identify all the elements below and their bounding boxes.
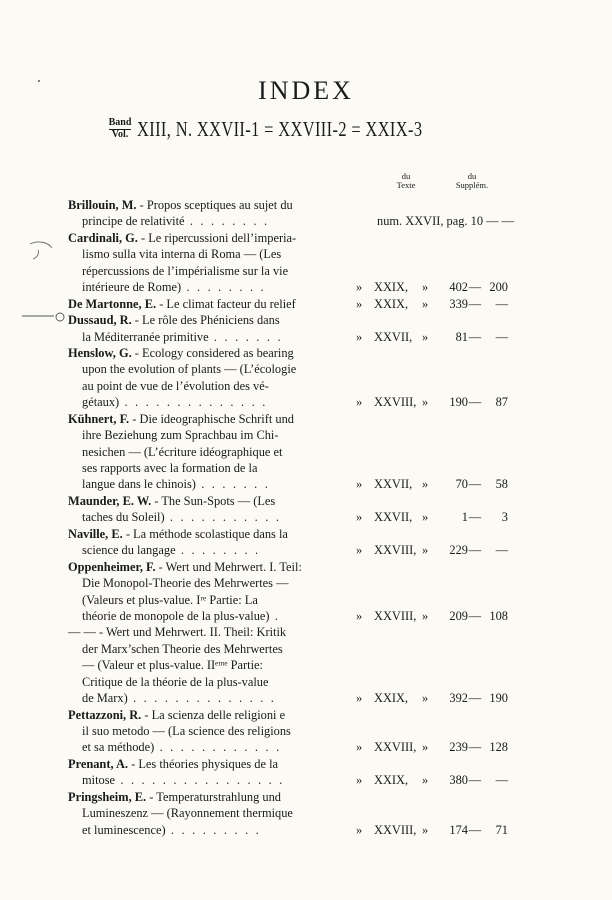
dash: — — [468, 280, 482, 295]
index-entry — [68, 296, 508, 312]
entry-text: Critique de la théorie de la plus-value — [82, 674, 269, 689]
supplement-page: 128 — [489, 740, 508, 755]
ditto-mark: » — [356, 510, 363, 525]
ditto-mark: » — [422, 773, 429, 788]
entry-text: taches du Soleil) — [82, 510, 165, 525]
index-entry — [68, 345, 508, 411]
text-page: 1 — [461, 510, 468, 525]
entry-reference — [356, 509, 508, 525]
entry-reference — [356, 329, 508, 345]
entry-text: lismo sulla vita interna di Roma — (Les — [82, 247, 282, 262]
dash: — — [468, 822, 482, 837]
leader-dots: . . . . . . . . . . . — [164, 510, 282, 525]
dash: — — [468, 510, 482, 525]
supplement-page: 87 — [495, 395, 508, 410]
ditto-mark: » — [356, 296, 363, 311]
column-header-suppl-line1: du — [467, 171, 477, 181]
entry-text: mitose — [82, 773, 116, 788]
band-vol-label — [109, 118, 132, 140]
entry-continuation-line — [68, 641, 508, 657]
entry-author: Brillouin, M. — [68, 198, 137, 212]
entry-text: répercussions de l’impérialisme sur la vie — [82, 263, 289, 278]
text-page: 81 — [455, 329, 468, 344]
ditto-mark: » — [356, 691, 363, 706]
entry-author: Pringsheim, E. — [68, 789, 147, 804]
entry-reference — [356, 279, 508, 295]
entry-author: Naville, E. — [68, 526, 123, 541]
entry-text: - Wert und Mehrwert. I. Teil: — [155, 559, 302, 574]
leader-dots: . . . . . . . . — [175, 543, 261, 558]
leader-dots: . . . . . . . . . . . . . . . . — [115, 773, 285, 788]
entry-text: intérieure de Rome) — [82, 280, 182, 295]
ditto-mark: » — [356, 543, 363, 558]
entry-text: - Le climat facteur du relief — [156, 296, 296, 311]
entry-continuation-line — [68, 361, 508, 377]
supplement-page: 200 — [489, 280, 508, 295]
entry-text: gétaux) — [82, 395, 120, 410]
entry-reference — [356, 296, 508, 312]
entry-continuation-line — [68, 329, 508, 345]
dash: — — [468, 543, 482, 558]
entry-first-line — [68, 707, 508, 723]
entry-continuation-line — [68, 723, 508, 739]
entry-continuation-line — [68, 378, 508, 394]
entry-continuation-line — [68, 657, 508, 673]
column-header-texte-line1: du — [401, 171, 411, 181]
index-entry — [68, 756, 508, 789]
supplement-page: 71 — [495, 822, 508, 837]
entry-first-line — [68, 312, 508, 328]
text-page: 190 — [449, 395, 468, 410]
entry-text: théorie de monopole de la plus-value) — [82, 608, 270, 623]
entry-continuation-line — [68, 263, 508, 279]
entry-continuation-line — [68, 592, 508, 608]
supplement-page: — — [495, 773, 508, 788]
ditto-mark: » — [356, 280, 363, 295]
ditto-mark: » — [422, 740, 429, 755]
entry-first-line — [68, 789, 508, 805]
text-page: 392 — [449, 691, 468, 706]
text-page: 339 — [449, 296, 468, 311]
entry-continuation-line — [68, 608, 508, 624]
text-page: 380 — [449, 773, 468, 788]
volume-number: XXVII, — [374, 329, 413, 344]
entry-author: Maunder, E. W. — [68, 493, 152, 508]
volume-number: XXVIII, — [374, 740, 417, 755]
dash: — — [468, 329, 482, 344]
ditto-mark: » — [422, 510, 429, 525]
volume-number: XXVII, — [374, 510, 413, 525]
entry-reference — [356, 739, 508, 755]
volume-number: XXIX, — [374, 280, 409, 295]
entry-continuation-line — [68, 394, 508, 410]
index-entry — [68, 789, 508, 838]
supplement-page: 108 — [489, 608, 508, 623]
entry-continuation-line — [68, 427, 508, 443]
text-page: 174 — [449, 822, 468, 837]
entry-text: (Valeurs et plus-value. Iʳᵉ Partie: La — [82, 592, 258, 607]
band-label: Band — [108, 117, 132, 128]
entry-text: Lumineszenz — (Rayonnement thermique — [82, 806, 293, 821]
entry-reference — [356, 772, 508, 788]
index-entry — [68, 624, 508, 706]
entry-first-line — [68, 756, 508, 772]
entry-text: - Propos sceptiques au sujet du — [136, 198, 293, 212]
volume-number: XXVIII, — [374, 543, 417, 558]
entry-text: science du langage — [82, 543, 176, 558]
ditto-mark: » — [356, 477, 363, 492]
text-page: 239 — [449, 740, 468, 755]
entry-text: et sa méthode) — [82, 740, 155, 755]
ditto-mark: » — [422, 280, 429, 295]
ditto-mark: » — [422, 543, 429, 558]
column-header-suppl-line2: Supplém. — [455, 180, 489, 190]
dash: — — [468, 773, 482, 788]
entry-author: — — - — [68, 625, 104, 640]
entry-text: - La scienza delle religioni e — [141, 707, 286, 722]
entry-text: Die Monopol-Theorie des Mehrwertes — — [82, 576, 289, 591]
volume-number: XXVII, — [374, 477, 413, 492]
volume-number: XXIX, — [374, 296, 409, 311]
text-page: 402 — [449, 280, 468, 295]
entry-text: — (Valeur et plus-value. IIᵉᵐᵉ Partie: — [82, 658, 264, 673]
entry-text: - Le rôle des Phéniciens dans — [131, 313, 280, 328]
entry-reference — [356, 542, 508, 558]
entry-continuation-line — [68, 542, 508, 558]
ditto-mark: » — [422, 822, 429, 837]
entry-continuation-line — [68, 575, 508, 591]
supplement-page: — — [495, 296, 508, 311]
entry-continuation-line — [68, 772, 508, 788]
entry-text: Wert und Mehrwert. II. Theil: Kritik — [103, 625, 287, 640]
entry-text: de Marx) — [82, 691, 128, 706]
dash: — — [468, 740, 482, 755]
entry-continuation-line — [68, 246, 508, 262]
leader-dots: . . . . . . . . . . . . . . — [127, 691, 277, 706]
entry-first-line — [68, 526, 508, 542]
ditto-mark: » — [422, 296, 429, 311]
entry-reference — [356, 608, 508, 624]
dash: — — [468, 296, 482, 311]
entry-text: - Le ripercussioni dell’imperia- — [137, 230, 297, 245]
entry-text: et luminescence) — [82, 822, 166, 837]
entry-text: ses rapports avec la formation de la — [82, 461, 258, 475]
entry-reference — [356, 690, 508, 706]
entry-text: langue dans le chinois) — [82, 477, 196, 492]
entry-text: nesichen — (L’écriture idéographique et — [82, 444, 283, 459]
dash: — — [468, 395, 482, 410]
entry-text: - Les théories physiques de la — [128, 756, 279, 771]
index-entry — [68, 197, 514, 230]
ditto-mark: » — [422, 691, 429, 706]
dash: — — [468, 691, 482, 706]
entry-author: Pettazzoni, R. — [68, 707, 142, 722]
leader-dots: . . . . . . . . — [184, 214, 270, 229]
entry-text: - Die ideographische Schrift und — [129, 411, 294, 426]
leader-dots: . . . . . . . . . . . . — [154, 740, 282, 755]
entry-text: - The Sun-Spots — (Les — [151, 493, 276, 508]
entry-first-line — [68, 493, 508, 509]
entry-reference — [356, 476, 508, 492]
entry-author: Cardinali, G. — [68, 230, 138, 245]
volume-number: XXVIII, — [374, 395, 417, 410]
ditto-mark: » — [356, 329, 363, 344]
dash: — — [468, 477, 482, 492]
leader-dots: . . . . . . . — [208, 329, 283, 344]
index-entry — [68, 707, 508, 756]
ditto-mark: » — [422, 329, 429, 344]
supplement-page: 3 — [501, 510, 508, 525]
supplement-page: 58 — [495, 477, 508, 492]
entry-first-line — [68, 230, 508, 246]
column-header-texte-line2: Texte — [396, 180, 416, 190]
entry-author: Kühnert, F. — [68, 411, 130, 426]
volume-numbers: XIII, N. XXVII-1 = XXVIII-2 = XXIX-3 — [137, 116, 423, 141]
entry-first-line — [68, 345, 508, 361]
entry-reference — [356, 394, 508, 410]
entry-continuation-line — [68, 674, 508, 690]
entry-text: - Ecology considered as bearing — [131, 345, 294, 360]
ditto-mark: » — [356, 608, 363, 623]
entry-text: upon the evolution of plants — (L’écologie — [82, 362, 297, 377]
page-title: INDEX — [258, 76, 354, 105]
entry-text: au point de vue de l’évolution des vé- — [82, 378, 269, 393]
ditto-mark: » — [422, 608, 429, 623]
index-entry — [68, 411, 508, 493]
entry-author: De Martonne, E. — [68, 296, 157, 311]
entry-continuation-line — [68, 444, 508, 460]
ditto-mark: » — [356, 773, 363, 788]
entry-first-line — [68, 624, 508, 640]
entry-text: ihre Beziehung zum Sprachbau im Chi- — [82, 428, 279, 443]
entry-continuation-line — [68, 460, 508, 476]
index-entry — [68, 526, 508, 559]
volume-number: XXIX, — [374, 691, 409, 706]
entry-continuation-line — [68, 213, 514, 229]
entry-continuation-line — [68, 690, 508, 706]
entry-continuation-line — [68, 739, 508, 755]
column-header-supplement — [446, 172, 498, 190]
entry-continuation-line — [68, 509, 508, 525]
vol-label: Vol. — [111, 129, 129, 140]
volume-number: XXIX, — [374, 773, 409, 788]
supplement-page: — — [495, 329, 508, 344]
ditto-mark: » — [356, 740, 363, 755]
column-header-texte — [388, 172, 424, 190]
entry-text: - La méthode scolastique dans la — [122, 526, 288, 541]
entry-author: Henslow, G. — [68, 345, 132, 360]
entry-text: la Méditerranée primitive — [82, 329, 209, 344]
pencil-mark-icon — [20, 310, 70, 324]
entry-author: Dussaud, R. — [68, 313, 132, 328]
entry-first-line — [68, 296, 508, 312]
entry-reference — [356, 822, 508, 838]
entry-first-line — [68, 411, 508, 427]
leader-dots: . — [269, 608, 281, 623]
index-entry — [68, 493, 508, 526]
entry-author: Oppenheimer, F. — [68, 559, 156, 574]
text-page: 229 — [449, 543, 468, 558]
volume-line — [0, 110, 612, 142]
entry-continuation-line — [68, 476, 508, 492]
entry-continuation-line — [68, 805, 508, 821]
index-entries — [68, 197, 514, 838]
pencil-mark-icon — [28, 238, 56, 260]
supplement-page: — — [495, 543, 508, 558]
index-entry — [68, 230, 508, 296]
dash: — — [468, 608, 482, 623]
entry-author: Prenant, A. — [68, 756, 129, 771]
leader-dots: . . . . . . . — [195, 477, 271, 492]
entry-text: principe de relativité — [82, 214, 185, 229]
entry-text: der Marx’schen Theorie des Mehrwertes — [82, 641, 283, 656]
entry-first-line — [68, 559, 508, 575]
entry-continuation-line — [68, 822, 508, 838]
ditto-mark: » — [422, 395, 429, 410]
volume-number: XXVIII, — [374, 608, 417, 623]
entry-continuation-line — [68, 279, 508, 295]
leader-dots: . . . . . . . . — [181, 280, 266, 295]
ditto-mark: » — [356, 395, 363, 410]
entry-text: - Temperaturstrahlung und — [146, 789, 281, 804]
text-page: 209 — [449, 608, 468, 623]
volume-number: XXVIII, — [374, 822, 417, 837]
entry-text: il suo metodo — (La science des religions — [82, 724, 291, 738]
supplement-page: 190 — [489, 691, 508, 706]
leader-dots: . . . . . . . . . . . . . . — [119, 395, 268, 410]
entry-first-line — [68, 197, 508, 213]
entry-reference: num. XXVII, pag. 10 — — — [377, 214, 514, 229]
index-entry — [68, 559, 508, 625]
index-entry — [68, 312, 508, 345]
ditto-mark: » — [422, 477, 429, 492]
text-page: 70 — [455, 477, 468, 492]
ditto-mark: » — [356, 822, 363, 837]
leader-dots: . . . . . . . . . — [165, 822, 261, 837]
